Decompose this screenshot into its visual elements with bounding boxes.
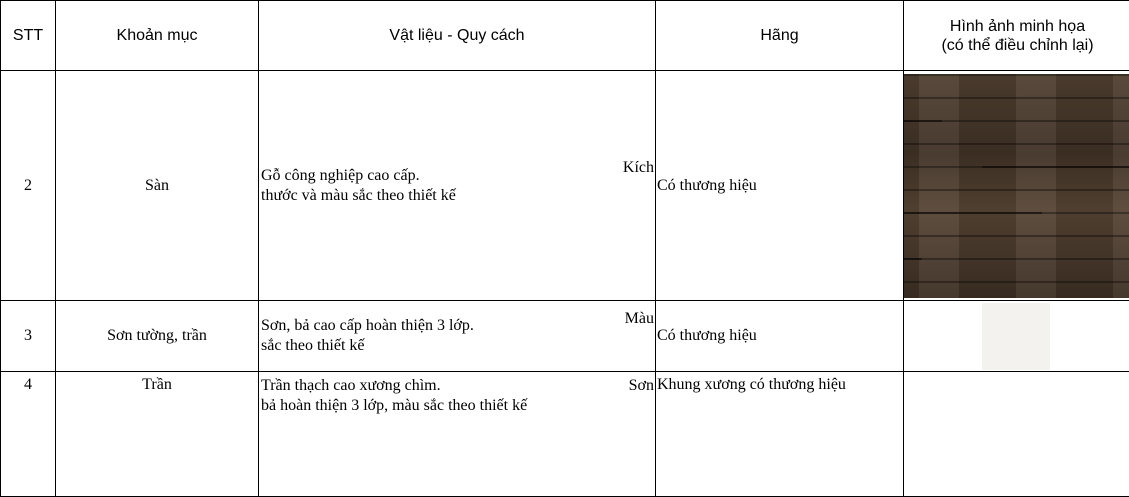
cell-hang: Có thương hiệu — [656, 71, 904, 301]
cell-khoan-muc: Trần — [56, 372, 259, 497]
table-row — [1, 71, 1129, 301]
header-hang: Hãng — [656, 1, 904, 71]
spec-line-1: Trần thạch cao xương chìm. — [261, 376, 655, 396]
cell-khoan-muc: Sàn — [56, 71, 259, 301]
wood-floor-image — [904, 74, 1129, 298]
spec-line-2: thước và màu sắc theo thiết kế — [261, 186, 655, 206]
cell-hang: Có thương hiệu — [656, 301, 904, 372]
cell-stt: 2 — [1, 71, 56, 301]
spec-tail: Sơn — [629, 376, 654, 396]
header-stt: STT — [1, 1, 56, 71]
spec-tail: Kích — [623, 158, 654, 178]
cell-spec — [259, 71, 656, 301]
cell-image — [904, 71, 1129, 301]
spec-tail: Màu — [625, 309, 654, 329]
header-row — [1, 1, 1129, 71]
spec-line-2: bả hoàn thiện 3 lớp, màu sắc theo thiết kế — [261, 396, 655, 416]
cell-stt: 3 — [1, 301, 56, 372]
header-khoan-muc: Khoản mục — [56, 1, 259, 71]
header-hinh-anh — [904, 1, 1129, 71]
spec-line-1: Gỗ công nghiệp cao cấp. — [261, 166, 655, 186]
cell-spec — [259, 372, 656, 497]
spec-line-1: Sơn, bả cao cấp hoàn thiện 3 lớp. — [261, 316, 655, 336]
white-paint-image — [982, 303, 1050, 370]
header-hinh-anh-line1: Hình ảnh minh họa — [950, 18, 1085, 35]
cell-stt: 4 — [1, 372, 56, 497]
cell-image — [904, 301, 1129, 372]
spec-line-2: sắc theo thiết kế — [261, 336, 655, 356]
cell-hang: Khung xương có thương hiệu — [656, 372, 904, 497]
table-row — [1, 372, 1129, 497]
cell-khoan-muc: Sơn tường, trần — [56, 301, 259, 372]
cell-spec — [259, 301, 656, 372]
header-vat-lieu: Vật liệu - Quy cách — [259, 1, 656, 71]
header-hinh-anh-line2: (có thể điều chỉnh lại) — [941, 37, 1093, 54]
table-row — [1, 301, 1129, 372]
cell-image — [904, 372, 1129, 497]
